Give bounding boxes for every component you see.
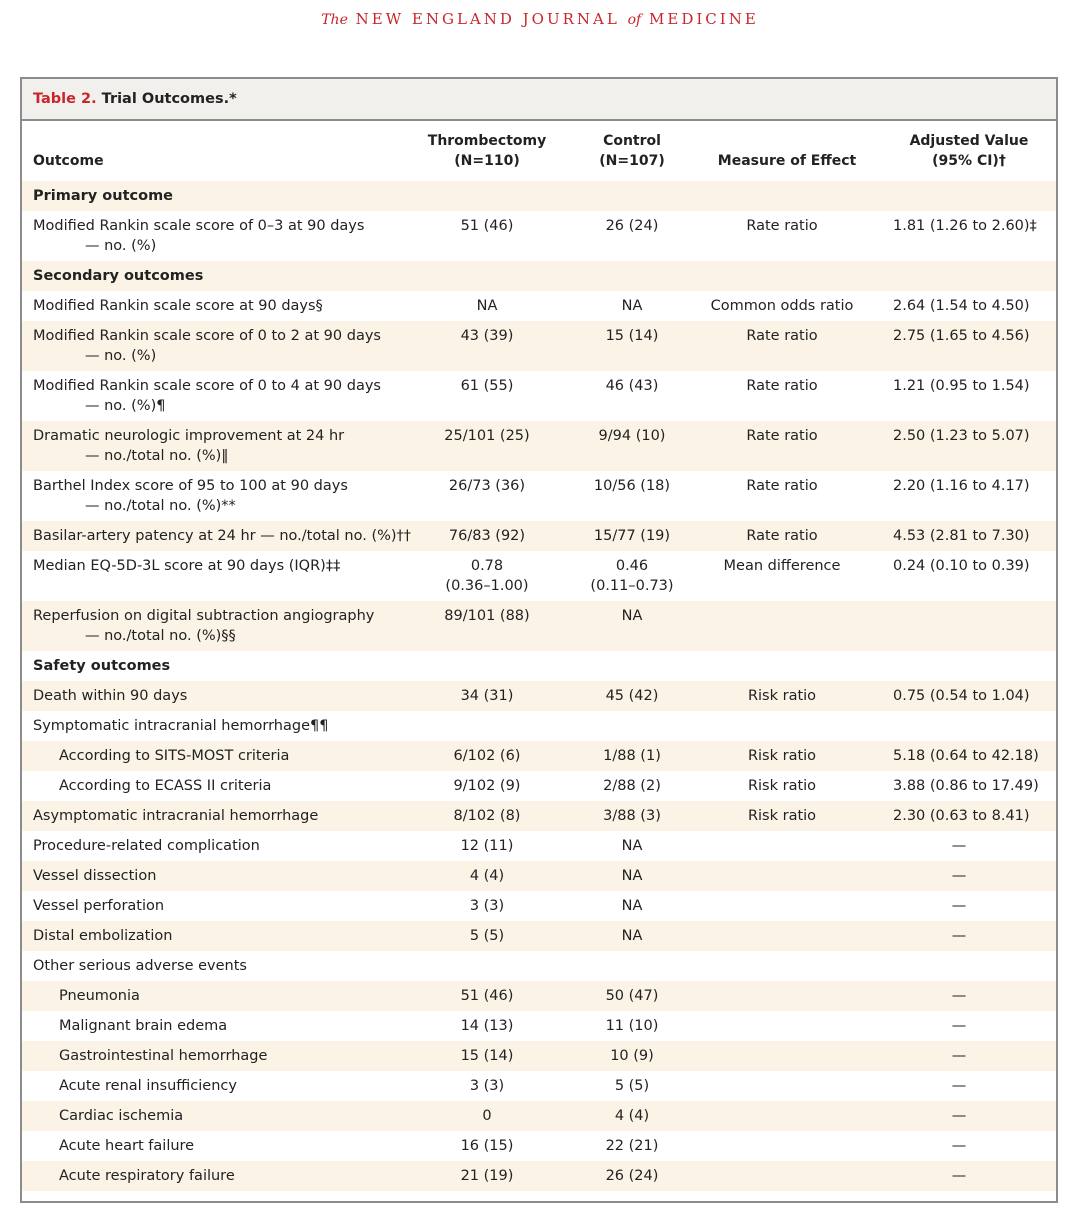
measure-cell: Rate ratio xyxy=(746,378,818,394)
journal-of: of xyxy=(627,12,642,28)
thrombectomy-cell: 51 (46) xyxy=(460,218,514,234)
row-label-continuation: — no. (%)¶ xyxy=(85,398,166,414)
table-row xyxy=(22,1041,1056,1071)
row-label: Death within 90 days xyxy=(22,681,412,711)
control-cell: NA xyxy=(621,838,643,854)
row-label: Cardiac ischemia xyxy=(22,1101,412,1131)
table-row xyxy=(22,951,1056,981)
table-body xyxy=(22,181,1056,1191)
measure-cell xyxy=(702,601,862,651)
control-cell: 50 (47) xyxy=(562,981,702,1011)
thrombectomy-cell: 3 (3) xyxy=(469,898,505,914)
measure-cell: Risk ratio xyxy=(702,801,862,831)
thrombectomy-cell: 25/101 (25) xyxy=(412,421,562,471)
row-label-continuation: — no./total no. (%)‖ xyxy=(85,448,229,464)
adjusted-value-cell: 2.30 (0.63 to 8.41) xyxy=(862,801,1056,831)
header-adjusted-value: Adjusted Value (95% CI)† xyxy=(909,133,1029,169)
measure-cell xyxy=(702,1041,862,1071)
control-cell: 2/88 (2) xyxy=(603,778,661,794)
measure-cell: Risk ratio xyxy=(702,681,862,711)
adjusted-value-cell: — xyxy=(951,838,967,854)
section-row xyxy=(22,181,1056,211)
control-cell: NA xyxy=(621,298,643,314)
control-cell: NA xyxy=(562,861,702,891)
table-row xyxy=(22,521,1056,551)
table-row xyxy=(22,1131,1056,1161)
control-cell: 45 (42) xyxy=(562,681,702,711)
thrombectomy-cell: 5 (5) xyxy=(412,921,562,951)
table-row xyxy=(22,551,1056,601)
table-row xyxy=(22,1101,1056,1131)
row-label-continuation: — no./total no. (%)§§ xyxy=(85,628,236,644)
measure-cell: Rate ratio xyxy=(746,218,818,234)
row-label: Secondary outcomes xyxy=(22,261,412,291)
row-label: Malignant brain edema xyxy=(59,1018,228,1034)
table-row xyxy=(22,1071,1056,1101)
row-label: Acute respiratory failure xyxy=(22,1161,412,1191)
adjusted-value-cell: — xyxy=(862,1161,1056,1191)
row-label: Modified Rankin scale score of 0–3 at 90 days — no. (%) xyxy=(22,211,412,261)
row-label: Asymptomatic intracranial hemorrhage xyxy=(22,801,412,831)
thrombectomy-cell: 15 (14) xyxy=(412,1041,562,1071)
measure-cell: Rate ratio xyxy=(702,421,862,471)
header-control: Control (N=107) xyxy=(599,133,665,169)
control-cell: 26 (24) xyxy=(605,218,659,234)
adjusted-value-cell: — xyxy=(862,1101,1056,1131)
measure-cell xyxy=(702,891,862,921)
control-cell: 5 (5) xyxy=(614,1078,650,1094)
row-label: Safety outcomes xyxy=(33,658,171,674)
section-row xyxy=(22,651,1056,681)
control-cell: 4 (4) xyxy=(562,1101,702,1131)
measure-cell xyxy=(702,1161,862,1191)
measure-cell: Risk ratio xyxy=(702,741,862,771)
control-cell: NA xyxy=(562,921,702,951)
table-row xyxy=(22,801,1056,831)
thrombectomy-cell: 0 xyxy=(412,1101,562,1131)
adjusted-value-cell: 2.50 (1.23 to 5.07) xyxy=(862,421,1056,471)
table-row xyxy=(22,1161,1056,1191)
adjusted-value-cell: — xyxy=(951,1138,967,1154)
thrombectomy-cell: 26/73 (36) xyxy=(448,478,526,494)
measure-cell xyxy=(702,1071,862,1101)
section-spacer xyxy=(412,181,1056,211)
adjusted-value-cell: 2.20 (1.16 to 4.17) xyxy=(893,478,1030,494)
thrombectomy-cell: 0.78 (0.36–1.00) xyxy=(445,558,529,594)
thrombectomy-cell: 76/83 (92) xyxy=(412,521,562,551)
adjusted-value-cell: — xyxy=(862,861,1056,891)
row-label: Gastrointestinal hemorrhage xyxy=(22,1041,412,1071)
table-row xyxy=(22,471,1056,521)
thrombectomy-cell: 4 (4) xyxy=(412,861,562,891)
thrombectomy-cell: 89/101 (88) xyxy=(412,601,562,651)
measure-cell: Common odds ratio xyxy=(710,298,854,314)
table-row xyxy=(22,861,1056,891)
table-title-bar xyxy=(22,79,1056,121)
adjusted-value-cell: 5.18 (0.64 to 42.18) xyxy=(862,741,1056,771)
control-cell: 0.46 (0.11–0.73) xyxy=(590,558,674,594)
adjusted-value-cell: 2.75 (1.65 to 4.56) xyxy=(862,321,1056,371)
adjusted-value-cell: — xyxy=(862,1041,1056,1071)
row-label-continuation: — no. (%) xyxy=(85,238,157,254)
thrombectomy-cell: 6/102 (6) xyxy=(412,741,562,771)
measure-cell: Rate ratio xyxy=(702,321,862,371)
thrombectomy-cell xyxy=(412,951,562,981)
table-row xyxy=(22,981,1056,1011)
adjusted-value-cell: — xyxy=(951,898,967,914)
control-cell: 3/88 (3) xyxy=(562,801,702,831)
outcomes-table xyxy=(20,77,1058,1203)
row-label: Modified Rankin scale score of 0 to 4 at 90 days — no. (%)¶ xyxy=(22,371,412,421)
control-cell: 11 (10) xyxy=(605,1018,659,1034)
adjusted-value-cell: — xyxy=(951,1018,967,1034)
measure-cell: Rate ratio xyxy=(702,521,862,551)
control-cell: 10/56 (18) xyxy=(593,478,671,494)
measure-cell: Mean difference xyxy=(723,558,841,574)
control-cell: NA xyxy=(562,601,702,651)
row-label-continuation: — no. (%) xyxy=(85,348,157,364)
adjusted-value-cell: — xyxy=(862,921,1056,951)
thrombectomy-cell: 21 (19) xyxy=(412,1161,562,1191)
thrombectomy-cell: 8/102 (8) xyxy=(412,801,562,831)
table-row xyxy=(22,371,1056,421)
row-label: Dramatic neurologic improvement at 24 hr — no./total no. (%)‖ xyxy=(22,421,412,471)
table-header xyxy=(22,121,1056,181)
row-label: Other serious adverse events xyxy=(33,958,247,974)
thrombectomy-cell xyxy=(412,711,562,741)
adjusted-value-cell: 1.21 (0.95 to 1.54) xyxy=(893,378,1030,394)
control-cell xyxy=(562,951,702,981)
row-label: According to SITS-MOST criteria xyxy=(22,741,412,771)
measure-cell: Rate ratio xyxy=(746,478,818,494)
control-cell: 9/94 (10) xyxy=(562,421,702,471)
thrombectomy-cell: 43 (39) xyxy=(412,321,562,371)
row-label: Modified Rankin scale score of 0 to 2 at 90 days — no. (%) xyxy=(22,321,412,371)
table-row xyxy=(22,321,1056,371)
journal-name-part1: NEW ENGLAND JOURNAL xyxy=(355,10,620,28)
control-cell: 15 (14) xyxy=(562,321,702,371)
section-spacer xyxy=(412,651,1056,681)
thrombectomy-cell: 61 (55) xyxy=(460,378,514,394)
thrombectomy-cell: 34 (31) xyxy=(412,681,562,711)
control-cell: 22 (21) xyxy=(605,1138,659,1154)
control-cell: 1/88 (1) xyxy=(562,741,702,771)
row-label: Symptomatic intracranial hemorrhage¶¶ xyxy=(33,718,329,734)
adjusted-value-cell xyxy=(862,711,1056,741)
adjusted-value-cell: 4.53 (2.81 to 7.30) xyxy=(862,521,1056,551)
row-label: Acute renal insufficiency xyxy=(59,1078,237,1094)
adjusted-value-cell: 3.88 (0.86 to 17.49) xyxy=(893,778,1039,794)
measure-cell xyxy=(702,1011,862,1041)
table-row xyxy=(22,421,1056,471)
measure-cell xyxy=(702,1101,862,1131)
measure-cell xyxy=(702,921,862,951)
row-label: Modified Rankin scale score at 90 days§ xyxy=(33,298,323,314)
adjusted-value-cell: — xyxy=(951,1078,967,1094)
row-label: Pneumonia xyxy=(22,981,412,1011)
section-row xyxy=(22,261,1056,291)
control-cell xyxy=(562,711,702,741)
table-row xyxy=(22,741,1056,771)
adjusted-value-cell xyxy=(862,951,1056,981)
thrombectomy-cell: 3 (3) xyxy=(469,1078,505,1094)
thrombectomy-cell: NA xyxy=(476,298,498,314)
thrombectomy-cell: 14 (13) xyxy=(460,1018,514,1034)
row-label: Median EQ-5D-3L score at 90 days (IQR)‡‡ xyxy=(33,558,341,574)
thrombectomy-cell: 12 (11) xyxy=(460,838,514,854)
row-label-continuation: — no./total no. (%)** xyxy=(85,498,236,514)
measure-cell xyxy=(702,861,862,891)
row-label: Primary outcome xyxy=(22,181,412,211)
row-label: Barthel Index score of 95 to 100 at 90 days — no./total no. (%)** xyxy=(22,471,412,521)
table-row xyxy=(22,291,1056,321)
row-label: Distal embolization xyxy=(22,921,412,951)
row-label: According to ECASS II criteria xyxy=(59,778,272,794)
measure-cell xyxy=(702,831,862,861)
measure-cell xyxy=(702,981,862,1011)
table-row xyxy=(22,891,1056,921)
adjusted-value-cell: 1.81 (1.26 to 2.60)‡ xyxy=(893,218,1037,234)
section-spacer xyxy=(412,261,1056,291)
row-label: Acute heart failure xyxy=(59,1138,195,1154)
table-row xyxy=(22,211,1056,261)
measure-cell: Risk ratio xyxy=(747,778,817,794)
table-number: Table 2. xyxy=(33,91,97,107)
table-row xyxy=(22,681,1056,711)
header-thrombectomy: Thrombectomy (N=110) xyxy=(427,133,547,169)
row-label: Procedure-related complication xyxy=(33,838,260,854)
measure-cell xyxy=(702,951,862,981)
table-row xyxy=(22,831,1056,861)
control-cell: 10 (9) xyxy=(562,1041,702,1071)
thrombectomy-cell: 9/102 (9) xyxy=(453,778,521,794)
row-label: Vessel perforation xyxy=(33,898,165,914)
thrombectomy-cell: 16 (15) xyxy=(460,1138,514,1154)
control-cell: 15/77 (19) xyxy=(562,521,702,551)
table-row xyxy=(22,771,1056,801)
table-title: Trial Outcomes.* xyxy=(101,91,237,107)
table-row xyxy=(22,711,1056,741)
row-label: Basilar-artery patency at 24 hr — no./total no. (%)†† xyxy=(22,521,412,551)
adjusted-value-cell: 0.75 (0.54 to 1.04) xyxy=(862,681,1056,711)
header-outcome: Outcome xyxy=(33,153,104,169)
measure-cell xyxy=(702,711,862,741)
control-cell: NA xyxy=(621,898,643,914)
adjusted-value-cell xyxy=(862,601,1056,651)
table-row xyxy=(22,1011,1056,1041)
header-measure-of-effect: Measure of Effect xyxy=(717,153,857,169)
row-label: Vessel dissection xyxy=(22,861,412,891)
control-cell: 26 (24) xyxy=(562,1161,702,1191)
measure-cell xyxy=(702,1131,862,1161)
table-row xyxy=(22,601,1056,651)
adjusted-value-cell: 0.24 (0.10 to 0.39) xyxy=(893,558,1030,574)
control-cell: 46 (43) xyxy=(605,378,659,394)
adjusted-value-cell: — xyxy=(862,981,1056,1011)
journal-name-part2: MEDICINE xyxy=(649,10,759,28)
journal-the: The xyxy=(321,12,348,28)
adjusted-value-cell: 2.64 (1.54 to 4.50) xyxy=(893,298,1030,314)
table-row xyxy=(22,921,1056,951)
thrombectomy-cell: 51 (46) xyxy=(412,981,562,1011)
journal-header xyxy=(0,10,1080,28)
row-label: Reperfusion on digital subtraction angiography — no./total no. (%)§§ xyxy=(22,601,412,651)
